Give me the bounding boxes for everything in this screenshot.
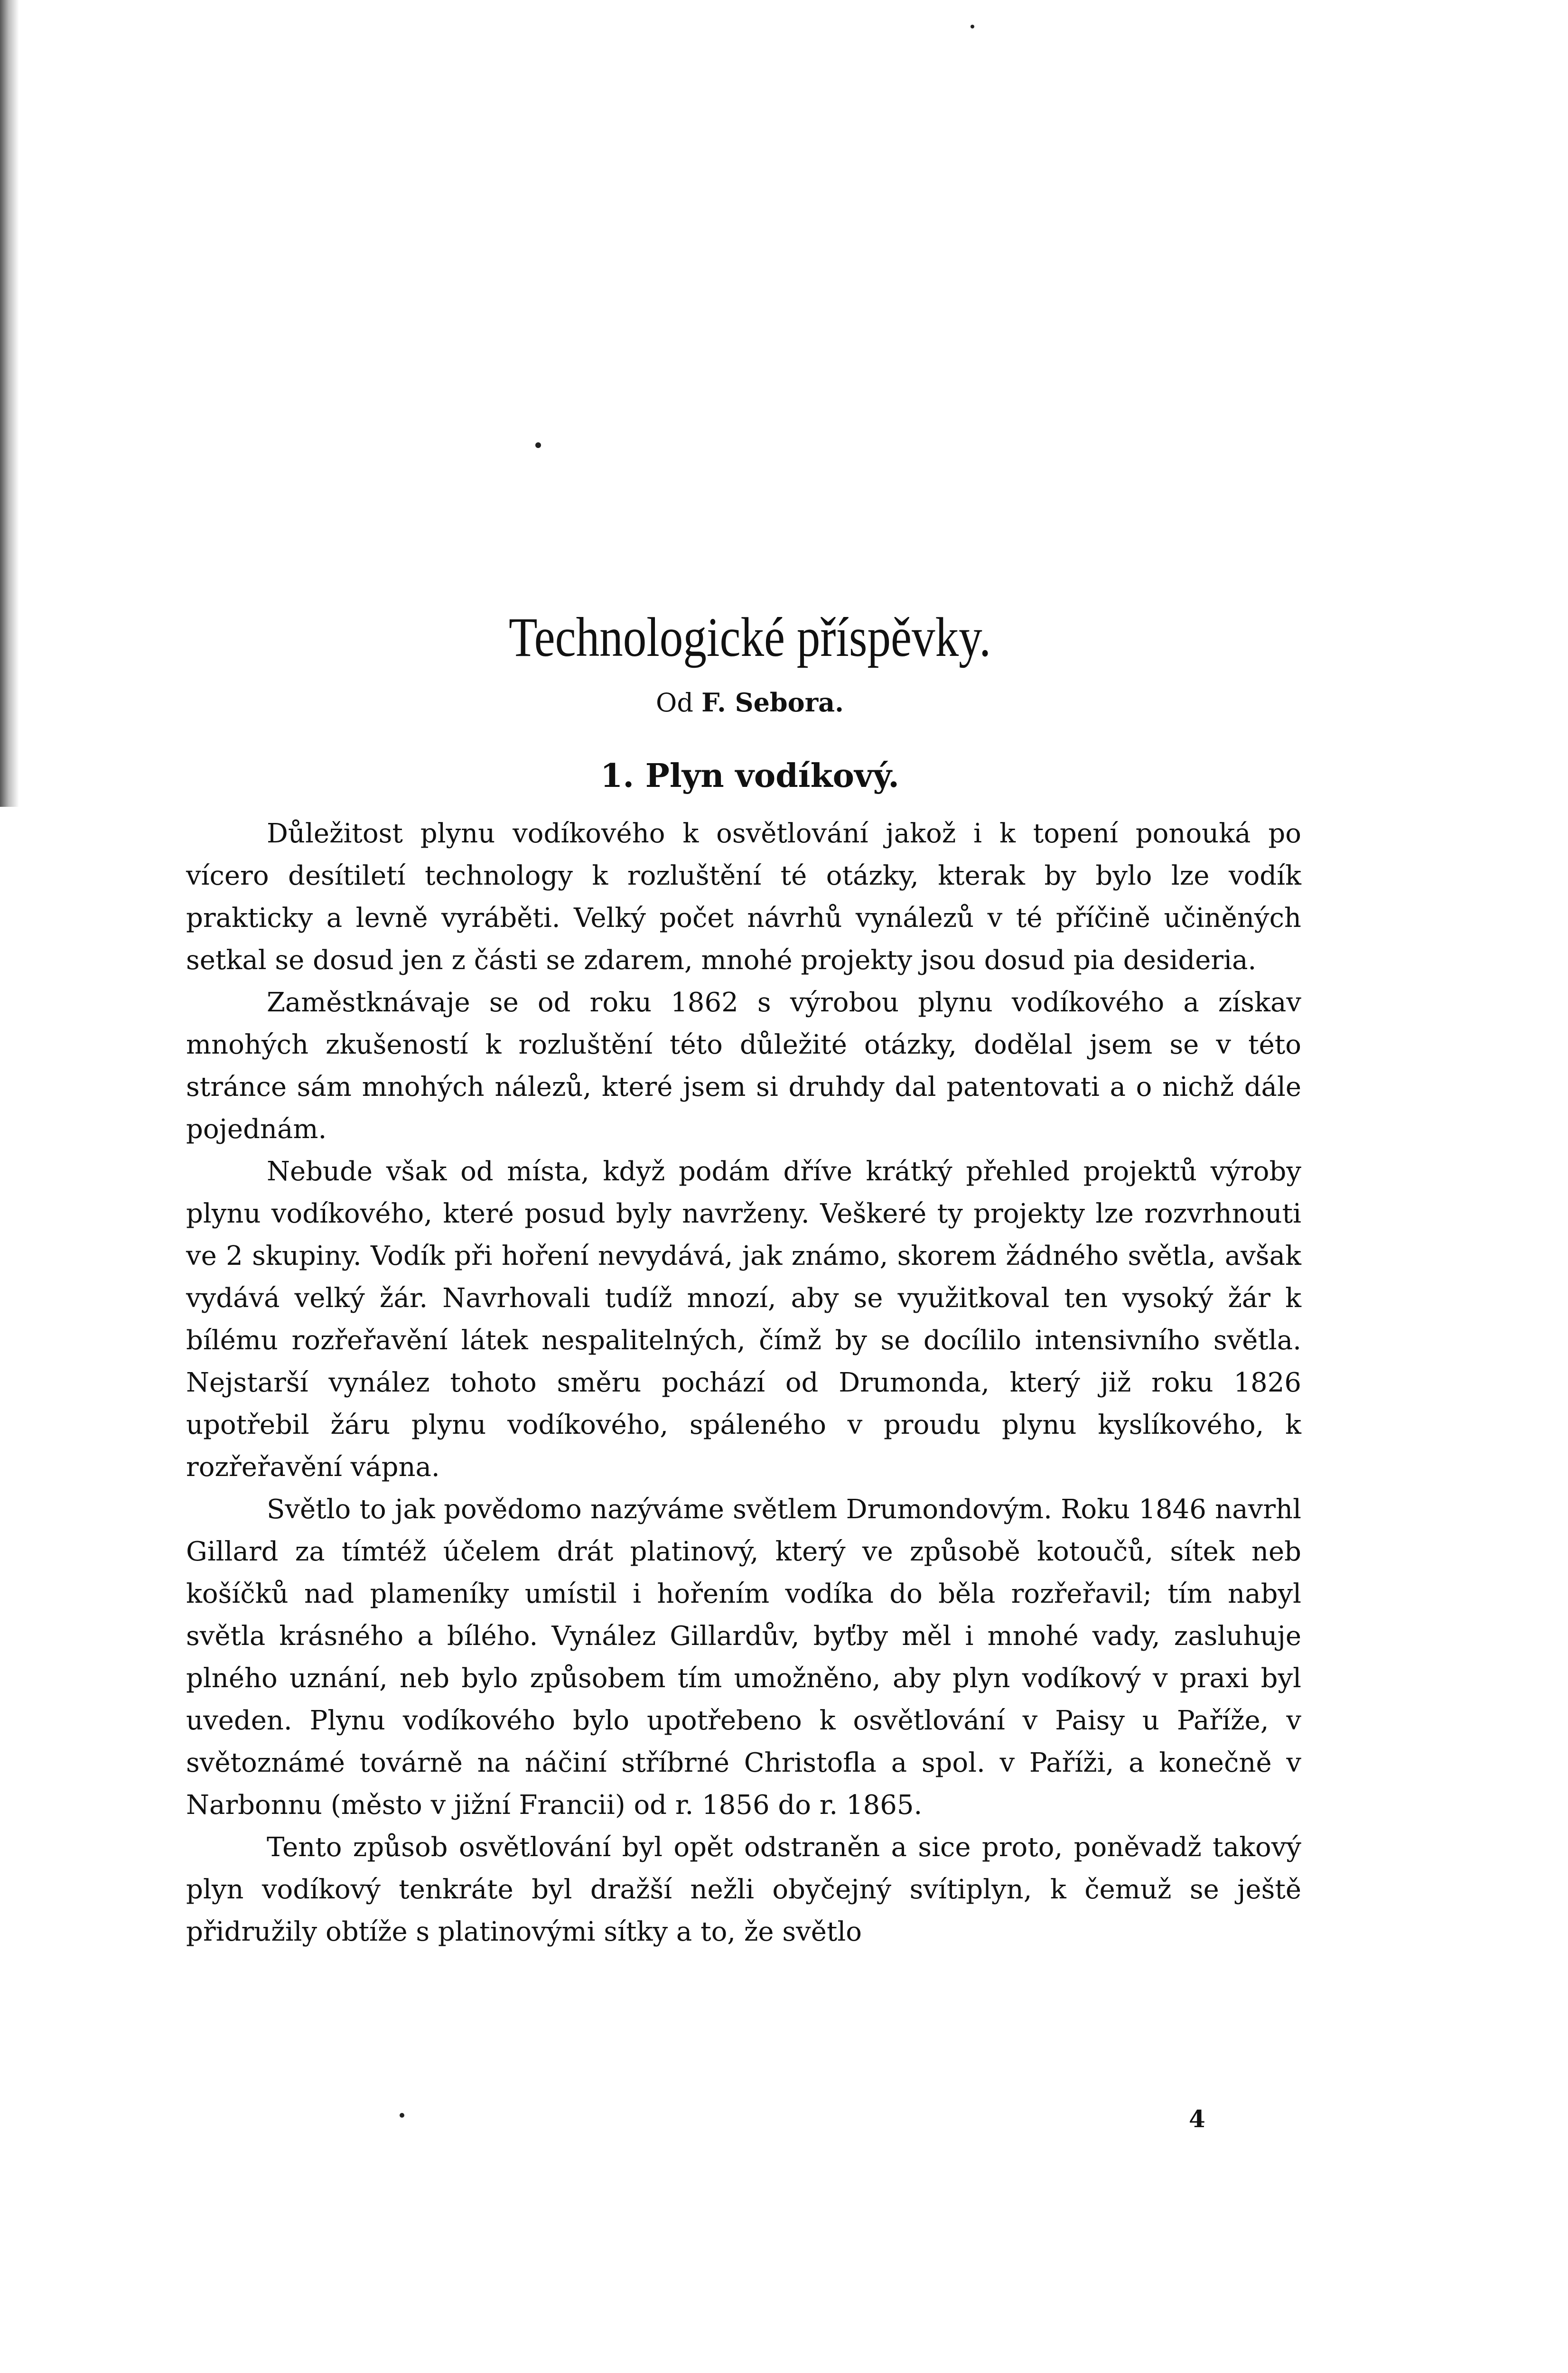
paragraph-2: Zaměstknávaje se od roku 1862 s výrobou plynu vodíkového a získav mnohých zkušeností k rozluštění této důležité otázky, dodělal jsem se v této stránce sám mnohých nálezů, které jsem si druhdy dal patentovati a o nichž dále pojednám. <box>186 987 1301 1145</box>
page-number: 4 <box>1189 2105 1205 2133</box>
author-line <box>0 683 1500 722</box>
author-prefix: Od <box>656 688 693 718</box>
print-speck <box>400 2113 404 2118</box>
section-title: Plyn vodíkový. <box>645 757 899 795</box>
print-speck <box>971 25 974 28</box>
paragraph-3: Nebude však od místa, když podám dříve krátký přehled projektů výroby plynu vodíkového, které posud byly navrženy. Veškeré ty projekty lze rozvrhnouti ve 2 skupiny. Vodík při hoření nevydává, jak známo, skorem žádného světla, avšak vydává velký žár. Navrhovali tudíž mnozí, aby se využitkoval ten vysoký žár k bílému rozřeřavění látek nespalitelných, čímž by se docílilo intensivního světla. Nejstarší vynález tohoto směru pochází od Drumonda, který již roku 1826 upotřebil žáru plynu vodíkového, spáleného v proudu plynu kyslíkového, k rozřeřavění vápna. <box>186 1156 1301 1483</box>
paragraph-5: Tento způsob osvětlování byl opět odstraněn a sice proto, poněvadž takový plyn vodíkový tenkráte byl dražší nežli obyčejný svítiplyn, k čemuž se ještě přidružily obtíže s platinovými sítky a to, že světlo <box>186 1832 1301 1947</box>
author-name: F. Sebora. <box>701 687 844 718</box>
article-title: Technologické příspěvky. <box>508 606 991 668</box>
paragraph-1: Důležitost plynu vodíkového k osvětlování jakož i k topení ponouká po vícero desítiletí technology k rozluštění té otázky, kterak by bylo lze vodík prakticky a levně vyráběti. Velký počet návrhů vynálezů v té příčině učiněných setkal se dosud jen z části se zdarem, mnohé projekty jsou dosud pia desideria. <box>186 818 1301 976</box>
print-speck <box>535 442 541 448</box>
section-number: 1. <box>600 757 635 795</box>
section-heading <box>0 752 1500 800</box>
article-body <box>186 813 1301 1953</box>
paragraph-4: Světlo to jak povědomo nazýváme světlem Drumondovým. Roku 1846 navrhl Gillard za tímtéž účelem drát platinový, který ve způsobě kotoučů, sítek neb košíčků nad plameníky umístil i hořením vodíka do běla rozřeřavil; tím nabyl světla krásného a bílého. Vynález Gillardův, byťby měl i mnohé vady, zasluhuje plného uznání, neb bylo způsobem tím umožněno, aby plyn vodíkový v praxi byl uveden. Plynu vodíkového bylo upotřebeno k osvětlování v Paisy u Paříže, v světoznámé továrně na náčiní stříbrné Christofla a spol. v Paříži, a konečně v Narbonnu (město v jižní Francii) od r. 1856 do r. 1865. <box>186 1494 1301 1821</box>
